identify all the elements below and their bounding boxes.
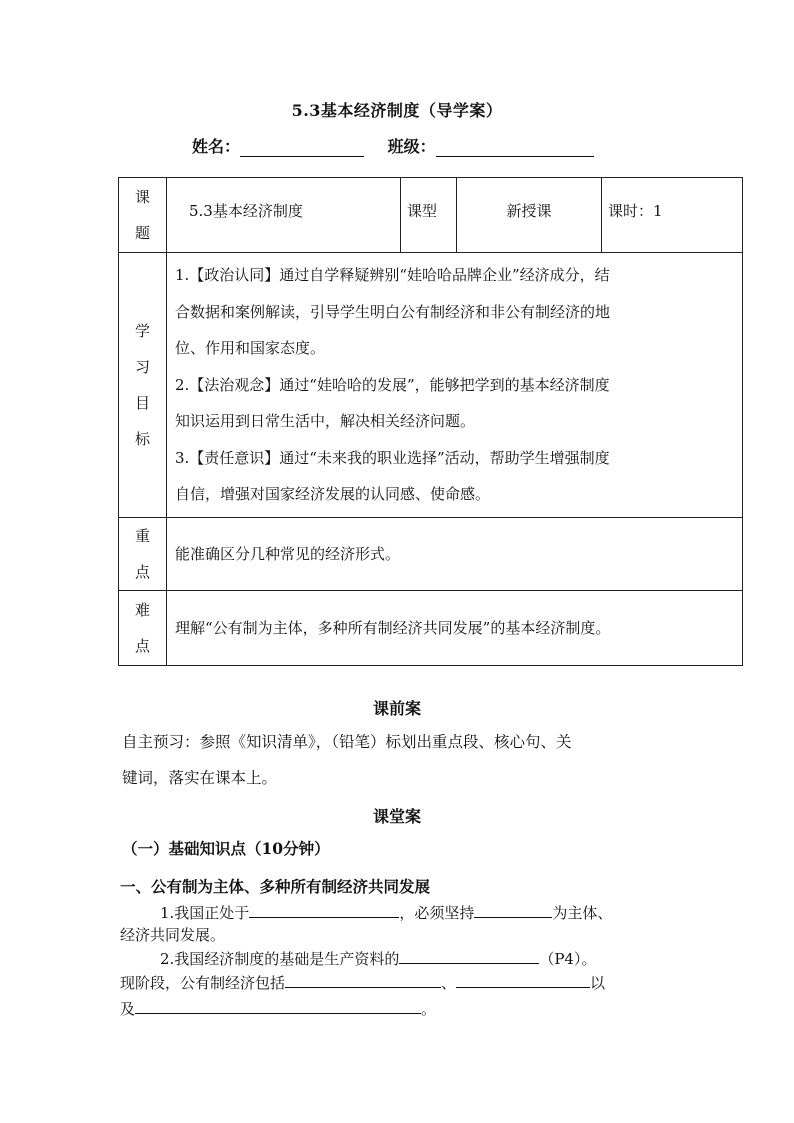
q2-text-f: 及 (120, 1000, 136, 1018)
name-label: 姓名： (192, 137, 241, 156)
preclass-line-2: 键词，落实在课本上。 (122, 769, 278, 787)
table-row-goals (119, 253, 743, 518)
preclass-heading: 课前案 (372, 699, 421, 718)
q1-blank-2[interactable] (474, 901, 552, 918)
preclass-line-1: 自主预习：参照《知识清单》，（铅笔）标划出重点段、核心句、关 (122, 733, 572, 751)
q2-blank-3[interactable] (456, 971, 590, 988)
question-2-line-1 (160, 946, 596, 972)
key-points-value: 能准确区分几种常见的经济形式。 (167, 517, 743, 590)
goal-line: 合数据和案例解读，引导学生明白公有制经济和非公有制经济的地 (175, 302, 611, 321)
q2-text-c: 现阶段，公有制经济包括 (120, 974, 286, 992)
q1-text-b: ，必须坚持 (399, 904, 475, 922)
q2-blank-4[interactable] (135, 997, 421, 1014)
q1-text-a: 1.我国正处于 (160, 904, 250, 922)
goals-label-char: 标 (134, 429, 150, 448)
goal-line: 1.【政治认同】通过自学释疑辨别“娃哈哈品牌企业”经济成分，结 (175, 266, 610, 284)
goals-label-char: 习 (134, 357, 150, 376)
inclass-heading: 课堂案 (372, 807, 421, 826)
key-points-label (119, 517, 167, 590)
goal-line: 位、作用和国家态度。 (175, 339, 326, 357)
topic-value: 5.3基本经济制度 (167, 178, 401, 253)
q1-text-c: 为主体、 (552, 904, 613, 922)
subsection-basic-knowledge: （一）基础知识点（10分钟） (122, 839, 330, 858)
goal-line: 3.【责任意识】通过“未来我的职业选择”活动，帮助学生增强制度 (175, 448, 610, 467)
q2-text-g: 。 (421, 1000, 437, 1018)
table-row-difficulties (119, 590, 743, 665)
q2-text-a: 2.我国经济制度的基础是生产资料的 (160, 950, 400, 968)
diff-label-char: 难 (134, 600, 150, 619)
hours-value: 课时：1 (602, 178, 743, 253)
difficulties-value: 理解“公有制为主体，多种所有制经济共同发展”的基本经济制度。 (167, 590, 743, 665)
question-1-line-2: 经济共同发展。 (120, 926, 226, 944)
goals-label-char: 学 (134, 321, 150, 340)
q2-text-e: 以 (590, 974, 606, 992)
table-row-topic (119, 178, 743, 253)
q2-text-b: （P4）。 (539, 950, 597, 968)
class-label: 班级： (387, 137, 436, 156)
key-label-char: 重 (134, 526, 150, 545)
q2-text-d: 、 (441, 974, 457, 992)
goal-line: 知识运用到日常生活中，解决相关经济问题。 (175, 412, 476, 430)
difficulties-label (119, 590, 167, 665)
name-class-row (192, 134, 594, 157)
q2-blank-1[interactable] (399, 947, 539, 964)
lesson-plan-table (118, 177, 743, 666)
question-1-line-1 (160, 900, 612, 926)
goal-line: 2.【法治观念】通过“娃哈哈的发展”，能够把学到的基本经济制度 (175, 375, 610, 394)
topic-label-char-2: 题 (134, 224, 150, 242)
table-row-key-points (119, 517, 743, 590)
diff-label-char: 点 (134, 636, 150, 655)
section-heading-1: 一、公有制为主体、多种所有制经济共同发展 (120, 877, 431, 896)
goals-content (167, 253, 743, 518)
document-title: 5.3基本经济制度（导学案） (291, 101, 503, 120)
goals-label-char: 目 (134, 393, 150, 412)
topic-label-char-1: 课 (134, 188, 150, 206)
q2-blank-2[interactable] (285, 971, 441, 988)
goals-label (119, 253, 167, 518)
class-blank[interactable] (436, 138, 594, 157)
name-blank[interactable] (240, 138, 364, 157)
question-2-line-3 (120, 996, 436, 1022)
type-value: 新授课 (457, 178, 602, 253)
q1-blank-1[interactable] (249, 901, 399, 918)
topic-label (119, 178, 167, 253)
key-label-char: 点 (134, 562, 150, 581)
question-2-line-2 (120, 970, 605, 996)
type-label: 课型 (401, 178, 457, 253)
goal-line: 自信，增强对国家经济发展的认同感、使命感。 (175, 485, 491, 503)
